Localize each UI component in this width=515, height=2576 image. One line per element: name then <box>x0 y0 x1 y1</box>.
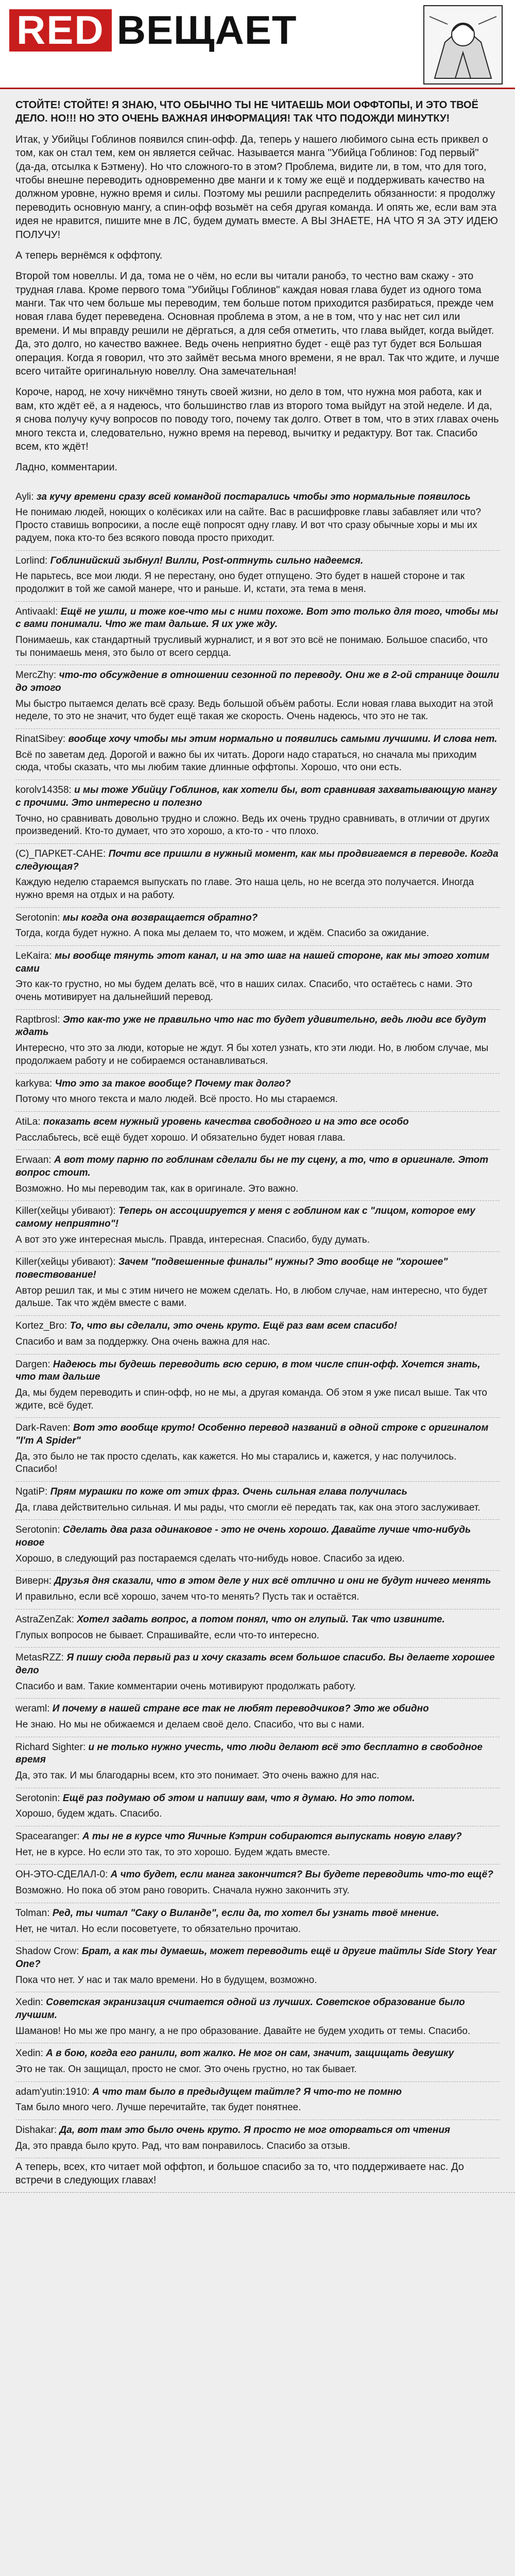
comment-item <box>15 1941 500 1992</box>
comment-item <box>15 1074 500 1112</box>
comment-question-text: Зачем "подвешенные финалы" нужны? Это вообще не "хорошее" повествование! <box>15 1257 448 1281</box>
comment-author: Raptbrosl: <box>15 1014 60 1025</box>
comment-item <box>15 1252 500 1316</box>
comment-answer: Хорошо, будем ждать. Спасибо. <box>15 1808 162 1820</box>
comment-question <box>15 1524 500 1549</box>
comment-item <box>15 1150 500 1201</box>
comment-author: Kortez_Bro: <box>15 1320 67 1332</box>
comments-list <box>0 487 515 2159</box>
comment-answer: Это не так. Он защищал, просто не смог. Это очень грустно, но так бывает. <box>15 2064 357 2075</box>
comment-question-text: Друзья дня сказали, что в этом деле у них всё отлично и они не будут ничего менять <box>54 1575 491 1587</box>
comment-question <box>15 1907 500 1920</box>
comment-answer: Глупых вопросов не бывает. Спрашивайте, если что-то интересно. <box>15 1630 319 1641</box>
comment-item <box>15 1788 500 1826</box>
comment-answer: Возможно. Но мы переводим так, как в оригинале. Это важно. <box>15 1183 299 1194</box>
comment-question <box>15 1422 500 1447</box>
comment-question <box>15 1486 500 1499</box>
comment-author: Serotonin: <box>15 1792 60 1804</box>
comment-item <box>15 1418 500 1482</box>
comment-question-text: показать всем нужный уровень качества свободного и на это все особо <box>43 1116 409 1127</box>
comment-item <box>15 1010 500 1074</box>
comment-author: Killer(хейцы убивают): <box>15 1206 116 1217</box>
comment-item <box>15 551 500 602</box>
comment-question-text: Почти все пришли в нужный момент, как мы продвигаемся в переводе. Когда следующая? <box>15 848 499 872</box>
comment-author: adam'yutin:1910: <box>15 2086 90 2097</box>
comment-item <box>15 844 500 908</box>
comment-author: weraml: <box>15 1703 50 1715</box>
comment-author: Dishakar: <box>15 2125 57 2136</box>
comment-question <box>15 912 500 925</box>
comment-item <box>15 1826 500 1865</box>
comment-author: Serotonin: <box>15 1524 60 1536</box>
comment-author: Tolman: <box>15 1907 50 1919</box>
comment-question-text: вообще хочу чтобы мы этим нормально и появились самыми лучшими. И слова нет. <box>68 734 497 745</box>
comment-answer: Пока что нет. У нас и так мало времени. Но в будущем, возможно. <box>15 1974 317 1986</box>
comment-answer: Да, глава действительно сильная. И мы рады, что смогли её передать так, как она этого заслуживает. <box>15 1502 480 1513</box>
comment-question-text: Это как-то уже не правильно что нас то будет удивительно, ведь люди все будут ждать <box>15 1014 487 1038</box>
comment-question <box>15 1792 500 1805</box>
comment-item <box>15 1609 500 1648</box>
comment-author: NgatiP: <box>15 1486 48 1498</box>
comment-author: (С)_ПАРКЕТ-САНЕ: <box>15 848 106 859</box>
comment-question-text: мы когда она возвращается обратно? <box>62 912 258 923</box>
comment-author: MercZhy: <box>15 670 57 681</box>
comment-answer: Там было много чего. Лучше перечитайте, так будет понятнее. <box>15 2102 301 2113</box>
logo <box>9 9 297 52</box>
comment-question-text: Теперь он ассоциируется у меня с гоблином как с "лицом, которое ему самому неприятно"! <box>15 1206 475 1230</box>
comment-item <box>15 780 500 844</box>
comment-answer: А вот это уже интересная мысль. Правда, интересная. Спасибо, буду думать. <box>15 1234 370 1245</box>
comment-author: RinatSibey: <box>15 734 66 745</box>
comment-question-text: Я пишу сюда первый раз и хочу сказать всем большое спасибо. Вы делаете хорошее дело <box>15 1652 495 1676</box>
comment-question <box>15 606 500 631</box>
comment-question-text: То, что вы сделали, это очень круто. Ещё раз вам всем спасибо! <box>70 1320 398 1332</box>
comment-answer: Потому что много текста и мало людей. Всё просто. Но мы стараемся. <box>15 1094 338 1105</box>
comment-question <box>15 1116 500 1129</box>
comment-question <box>15 1703 500 1716</box>
comment-answer: Да, это правда было круто. Рад, что вам понравилось. Спасибо за отзыв. <box>15 2140 351 2151</box>
comment-answer: Каждую неделю стараемся выпускать по главе. Это наша цель, но не всегда это получается. Иногда нужно время на отдых и на работу. <box>15 877 474 901</box>
comment-question-text: Гоблинийский зыбнул! Вилли, Post-оптнуть сильно надеемся. <box>50 555 364 566</box>
comment-author: Antivaakl: <box>15 606 58 617</box>
comment-item <box>15 1865 500 1903</box>
comment-answer: Спасибо и вам. Такие комментарии очень мотивируют продолжать работу. <box>15 1681 356 1692</box>
logo-word: ВЕЩАЕТ <box>116 7 297 53</box>
comment-author: Killer(хейцы убивают): <box>15 1257 116 1268</box>
intro <box>0 89 515 487</box>
comment-answer: Да, это было не так просто сделать, как кажется. Но мы старались и, кажется, у нас получилось. Спасибо! <box>15 1451 457 1475</box>
comment-question-text: Брат, а как ты думаешь, может переводить ещё и другие тайтлы Side Story Year One? <box>15 1946 496 1970</box>
comment-question-text: Сделать два раза одинаковое - это не очень хорошо. Давайте лучше что-нибудь новое <box>15 1524 471 1549</box>
comment-question <box>15 1256 500 1281</box>
comment-author: MetasRZZ: <box>15 1652 64 1664</box>
comment-question-text: А что там было в предыдущем тайтле? Я что-то не помню <box>92 2086 402 2097</box>
comment-author: Serotonin: <box>15 912 60 923</box>
comment-item <box>15 1520 500 1571</box>
comment-item <box>15 1112 500 1150</box>
comment-item <box>15 1482 500 1520</box>
comment-question <box>15 491 500 504</box>
comment-author: korolv14358: <box>15 785 72 796</box>
comment-author: karkyвa: <box>15 1078 53 1089</box>
comment-answer: Шаманов! Но мы же про мангу, а не про образование. Давайте не будем уходить от темы. Спасибо. <box>15 2025 471 2037</box>
comment-question <box>15 2124 500 2137</box>
comment-question <box>15 1154 500 1179</box>
comment-question <box>15 784 500 809</box>
comment-author: Dark-Raven: <box>15 1422 71 1434</box>
comment-question-text: И почему в нашей стране все так не любят переводчиков? Это же обидно <box>52 1703 429 1715</box>
comment-question <box>15 669 500 694</box>
header-art <box>423 5 503 84</box>
comment-question <box>15 1205 500 1230</box>
comment-question <box>15 1741 500 1767</box>
comment-answer: Понимаешь, как стандартный трусливый журналист, и я вот это всё не понимаю. Большое спасибо, что ты понимаешь меня, это было от всего сердца. <box>15 634 488 658</box>
comment-question-text: Хотел задать вопрос, а потом понял, что он глупый. Так что извините. <box>77 1614 445 1625</box>
header <box>0 0 515 89</box>
intro-paragraph: Ладно, комментарии. <box>15 462 118 473</box>
comment-item <box>15 1648 500 1699</box>
comment-item <box>15 1699 500 1737</box>
comment-question-text: А в бою, когда его ранили, вот жалко. Не мог он сам, значит, защищать девушку <box>46 2048 454 2059</box>
comment-answer: Расслабьтесь, всё ещё будет хорошо. И обязательно будет новая глава. <box>15 1132 346 1143</box>
comment-question <box>15 1575 500 1588</box>
comment-author: Spacearanger: <box>15 1831 80 1842</box>
comment-question-text: Ещё раз подумаю об этом и напишу вам, что я думаю. Но это потом. <box>62 1792 415 1804</box>
comment-author: Ayli: <box>15 491 34 502</box>
comment-item <box>15 1354 500 1418</box>
comment-author: Shadow Crow: <box>15 1946 79 1957</box>
comment-question-text: А что будет, если манга закончится? Вы будете переводить что-то ещё? <box>110 1869 493 1880</box>
comment-question <box>15 1320 500 1333</box>
comment-question <box>15 1869 500 1882</box>
comment-item <box>15 2082 500 2120</box>
comment-answer: Хорошо, в следующий раз постараемся сделать что-нибудь новое. Спасибо за идею. <box>15 1553 405 1564</box>
comment-answer: Да, мы будем переводить и спин-офф, но не мы, а другая команда. Об этом я уже писал выше. Так что ждите, всё будет. <box>15 1387 487 1411</box>
comment-question <box>15 1945 500 1971</box>
comment-question <box>15 555 500 568</box>
comment-author: Xedin: <box>15 1997 43 2008</box>
comment-question <box>15 848 500 873</box>
comment-item <box>15 1316 500 1354</box>
comment-answer: Точно, но сравнивать довольно трудно и сложно. Ведь их очень трудно сравнивать, в отличии от других произведений. Кто-то думает, что это хорошо, а кто-то - что плохо. <box>15 813 490 837</box>
comment-author: AtiLa: <box>15 1116 41 1127</box>
comment-item <box>15 1903 500 1941</box>
comment-author: Dargen: <box>15 1359 50 1370</box>
comment-question-text: Советская экранизация считается одной из лучших. Советское образование было лучшим. <box>15 1997 465 2021</box>
intro-paragraph: А теперь вернёмся к оффтопу. <box>15 249 163 261</box>
comment-question-text: А вот тому парню по гоблинам сделали бы не ту сцену, а то, что в оригинале. Этот вопрос стоит. <box>15 1155 489 1178</box>
comment-item <box>15 487 500 551</box>
comment-answer: Нет, не в курсе. Но если это так, то это хорошо. Будем ждать вместе. <box>15 1846 331 1858</box>
comment-answer: Нет, не читал. Но если посоветуете, то обязательно прочитаю. <box>15 1923 301 1935</box>
comment-question-text: Прям мурашки по коже от этих фраз. Очень сильная глава получилась <box>50 1486 407 1498</box>
comment-question-text: Что это за такое вообще? Почему так долго? <box>55 1078 291 1089</box>
comment-answer: Не понимаю людей, ноющих о колёсиках или на сайте. Вас в расшифровке главы забавляет или что? Просто ставишь вопросики, а после ещё попросят одну главу. И вот что сразу обычные хоры и мы их радуем, пока кто-то без всякого повода просто приходит. <box>15 507 482 544</box>
comment-question-text: Надеюсь ты будешь переводить всю серию, в том числе спин-офф. Хочется знать, что там дальше <box>15 1359 480 1383</box>
comment-question-text: Да, вот там это было очень круто. Я просто не мог оторваться от чтения <box>59 2125 451 2136</box>
manga-figure-icon <box>424 6 502 83</box>
comment-answer: Это как-то грустно, но мы будем делать всё, что в наших силах. Спасибо, что остаётесь с нами. Это очень мотивирует на дальнейший перевод. <box>15 979 473 1003</box>
comment-question-text: что-то обсуждение в отношении сезонной по переводу. Они же в 2-ой странице дошли до этого <box>15 670 500 694</box>
comment-answer: И правильно, если всё хорошо, зачем что-то менять? Пусть так и остаётся. <box>15 1591 359 1603</box>
comment-item <box>15 1571 500 1609</box>
comment-question-text: за кучу времени сразу всей командой постарались чтобы это нормальные появилось <box>36 491 471 502</box>
comment-author: Lorlind: <box>15 555 48 566</box>
comment-answer: Тогда, когда будет нужно. А пока мы делаем то, что можем, и ждём. Спасибо за ожидание. <box>15 928 430 939</box>
comment-answer: Интересно, что это за люди, которые не ждут. Я бы хотел узнать, кто эти люди. Но, в любом случае, мы продолжаем работу и не собираемся останавливаться. <box>15 1043 489 1066</box>
comment-question-text: Ещё не ушли, и тоже кое-что мы с ними похоже. Вот это только для того, чтобы мы с вами понимали. Что же там дальше. Я их уже жду. <box>15 606 499 630</box>
comment-item <box>15 602 500 666</box>
intro-paragraph: Короче, народ, не хочу никчёмно тянуть своей жизни, но дело в том, что нужна моя работа, как и вам, кто ждёт её, а я надеюсь, что большинство глав из второго тома выйдут на этой неделе. И да, я снова получу кучу вопросов по поводу того, почему так долго. Ответ в том, что в этих главах очень много текста и, следовательно, нужно время на перевод, вычитку и редактуру. Вот так. Спасибо всем, кто ждёт! <box>15 386 499 452</box>
comment-question <box>15 1996 500 2022</box>
comment-author: Richard Sighter: <box>15 1741 86 1753</box>
comment-author: AstraZenZak: <box>15 1614 75 1625</box>
comment-question <box>15 1078 500 1091</box>
comment-answer: Возможно. Но пока об этом рано говорить. Сначала нужно закончить эту. <box>15 1885 350 1896</box>
comment-question-text: мы вообще тянуть этот канал, и на это шаг на нашей стороне, как мы этого хотим сами <box>15 951 490 974</box>
comment-question <box>15 1359 500 1384</box>
comment-question <box>15 1614 500 1626</box>
comment-author: Виверн: <box>15 1575 52 1587</box>
comment-author: ОН-ЭТО-СДЕЛАЛ-0: <box>15 1869 108 1880</box>
comment-question <box>15 1014 500 1039</box>
comment-answer: Мы быстро пытаемся делать всё сразу. Ведь большой объём работы. Если новая глава выходит на этой неделе, то это не значит, что будет ещё такая же скорость. Очень надеюсь, что это не так. <box>15 698 493 722</box>
comment-answer: Спасибо и вам за поддержку. Она очень важна для нас. <box>15 1336 270 1347</box>
comment-author: Xedin: <box>15 2048 43 2059</box>
comment-question <box>15 733 500 746</box>
comment-author: LeKaira: <box>15 951 52 962</box>
intro-lead: СТОЙТЕ! СТОЙТЕ! Я ЗНАЮ, ЧТО ОБЫЧНО ТЫ НЕ ЧИТАЕШЬ МОИ ОФФТОПЫ, И ЭТО ТВОЁ ДЕЛО. НО!!! НО ЭТО ОЧЕНЬ ВАЖНАЯ ИНФОРМАЦИЯ! ТАК ЧТО ПОДОЖДИ МИНУТКУ! <box>15 99 478 125</box>
comment-item <box>15 2120 500 2158</box>
comment-item <box>15 946 500 1010</box>
comment-answer: Да, это так. И мы благодарны всем, кто это понимает. Это очень важно для нас. <box>15 1770 380 1782</box>
comment-item <box>15 2043 500 2081</box>
comment-item <box>15 908 500 946</box>
comment-item <box>15 1737 500 1788</box>
thanks-note: А теперь, всех, кто читает мой оффтоп, и большое спасибо за то, что поддерживаете нас. До встречи в следующих главах! <box>0 2158 515 2193</box>
comment-question <box>15 2047 500 2060</box>
comment-question <box>15 1831 500 1843</box>
comment-question <box>15 2086 500 2099</box>
comment-question-text: и не только нужно учесть, что люди делают всё это бесплатно в свободное время <box>15 1741 483 1766</box>
comment-item <box>15 1992 500 2043</box>
comment-item <box>15 665 500 729</box>
comment-answer: Всё по заветам дед. Дорогой и важно бы их читать. Дороги надо стараться, но сначала мы приходим сюда, чтобы сказать, что мы любим такие длинные оффтопы. Хорошо, что они есть. <box>15 749 477 773</box>
comment-question <box>15 1652 500 1677</box>
comment-answer: Не знаю. Но мы не обижаемся и делаем своё дело. Спасибо, что вы с нами. <box>15 1719 365 1730</box>
comment-question-text: Вот это вообще круто! Особенно перевод названий в одной строке с оригиналом "I'm A Spider" <box>15 1422 489 1446</box>
intro-paragraph: Второй том новеллы. И да, тома не о чём, но если вы читали ранобэ, то честно вам скажу - это трудная глава. Кроме первого тома "Убийцы Гоблинов" каждая новая глава будет из одного тома манги. Так что чем больше мы переводим, тем больше потом приходится разбираться, прежде чем новая глава будет переведена. Основная проблема в этом, а не в том, что у нас нет сил или времени. И мы вправду решили не дёргаться, а для себя отметить, что глава выйдет, когда выйдет. Да, это долго, но качество важнее. Ведь очень неприятно будет - ещё раз тут будет вся Большая операция. Когда я говорил, что это займёт весьма много времени, я не врал. Так что ждите, и лучше всего читайте оригинальную новеллу. Она замечательная! <box>15 270 500 378</box>
comment-item <box>15 1201 500 1252</box>
comment-question-text: и мы тоже Убийцу Гоблинов, как хотели бы, вот сравнивая захватывающую мангу с прочими. Это интересно и полезно <box>15 785 497 808</box>
comment-author: Erwaan: <box>15 1155 52 1166</box>
intro-paragraph: Итак, у Убийцы Гоблинов появился спин-офф. Да, теперь у нашего любимого сына есть приквел о том, как он стал тем, кем он является сейчас. Называется манга "Убийца Гоблинов: Год первый" (да-да, отсылка к Бэтмену). Но что сложного-то в этом? Проблема, видите ли, в том, что для того, чтобы внешне переводить одновременно две манги и к тому же ещё и поддерживать качество на должном уровне, нужно время и силы. Поэтому мы решили распределить обязанности: я продолжу переводить основную мангу, а спин-офф возьмёт на себя другая команда. И опять же, если вам эта идея не нравится, пишите мне в ЛС, будем думать вместе. А ВЫ ЗНАЕТЕ, НА ЧТО Я ЗА ЭТУ ИДЕЮ ПОЛУЧУ! <box>15 133 498 241</box>
comment-answer: Не парьтесь, все мои люди. Я не перестану, оно будет отпущено. Это будет в нашей стороне и так продолжит в той же самой манере, что и раньше. И, кстати, эта тема в меня. <box>15 571 465 595</box>
logo-red: RED <box>9 9 112 52</box>
comment-question-text: Ред, ты читал "Cаку о Виланде", если да, то хотел бы узнать твоё мнение. <box>52 1907 439 1919</box>
comment-question <box>15 950 500 975</box>
comment-item <box>15 729 500 780</box>
comment-question-text: А ты не в курсе что Яичные Кэтрин собираются выпускать новую главу? <box>82 1831 462 1842</box>
comment-answer: Автор решил так, и мы с этим ничего не можем сделать. Но, в любом случае, нам интересно, что будет дальше. Так что ждём вместе с вами. <box>15 1285 488 1309</box>
